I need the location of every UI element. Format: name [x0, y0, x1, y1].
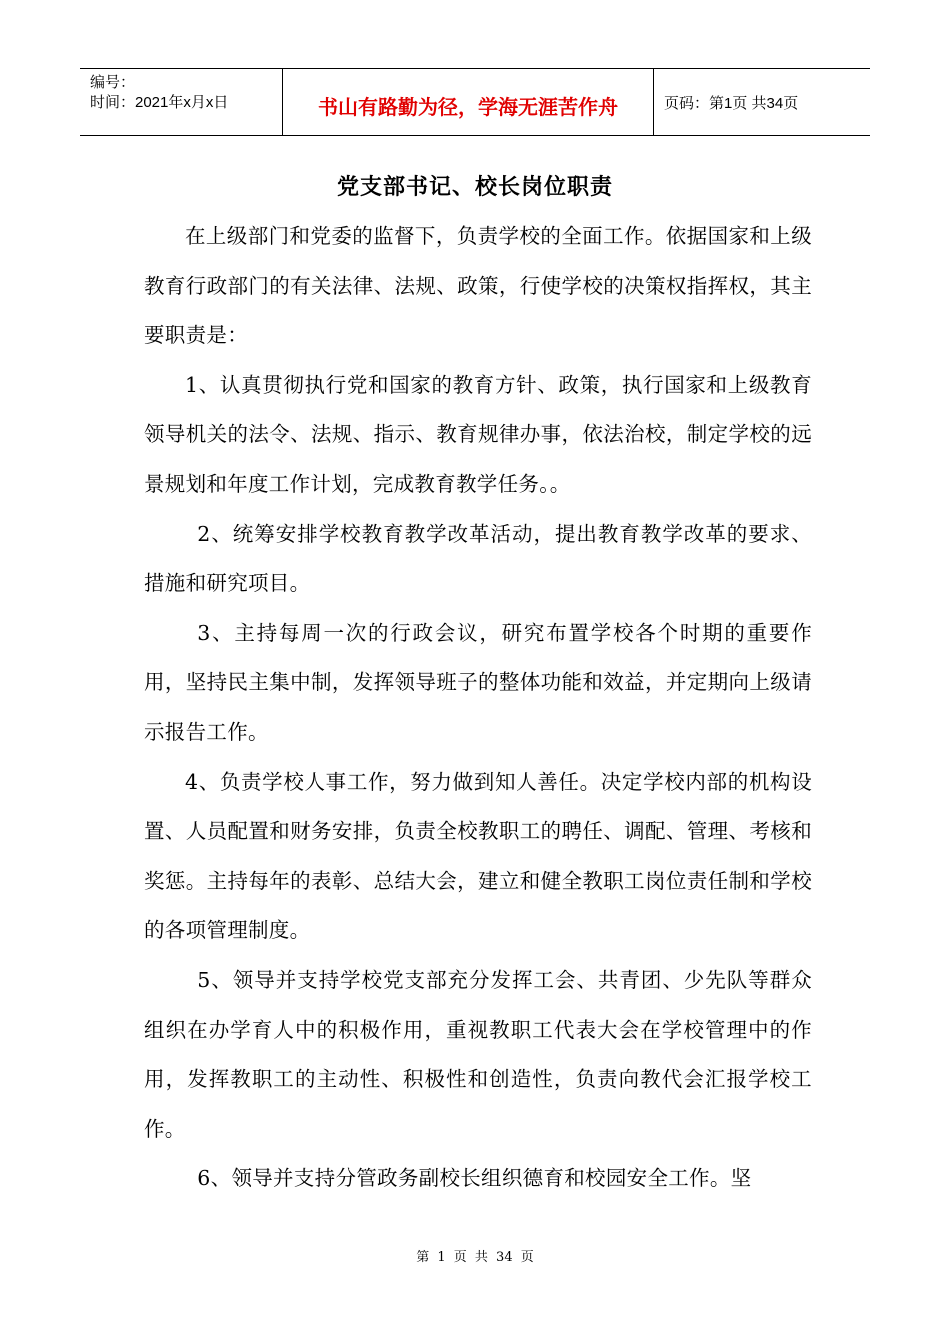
paragraph-item-6: 6、领导并支持分管政务副校长组织德育和校园安全工作。坚: [197, 1166, 752, 1191]
paragraph-item-4: 4、负责学校人事工作，努力做到知人善任。决定学校内部的机构设置、人员配置和财务安排，负责全校教职工的聘任、调配、管理、考核和奖惩。主持每年的表彰、总结大会，建立和健全教职工岗位责任制和学校的各项管理制度。: [144, 769, 812, 943]
document-body: [144, 212, 812, 1204]
time-label: 时间：2021年x月x日: [90, 94, 229, 111]
paragraph-intro: 在上级部门和党委的监督下，负责学校的全面工作。依据国家和上级教育行政部门的有关法律、法规、政策，行使学校的决策权指挥权，其主要职责是：: [144, 224, 812, 348]
paragraph-item-5: 5、领导并支持学校党支部充分发挥工会、共青团、少先队等群众组织在办学育人中的积极作用，重视教职工代表大会在学校管理中的作用，发挥教职工的主动性、积极性和创造性，负责向教代会汇报学校工作。: [144, 967, 812, 1141]
header-motto: 书山有路勤为径，学海无涯苦作舟: [282, 69, 654, 135]
document-header: [80, 68, 870, 136]
document-title: 党支部书记、校长岗位职责: [336, 175, 613, 200]
paragraph-item-1: 1、认真贯彻执行党和国家的教育方针、政策，执行国家和上级教育领导机关的法令、法规、指示、教育规律办事，依法治校，制定学校的远景规划和年度工作计划，完成教育教学任务。。: [144, 372, 812, 496]
paragraph-item-2: 2、统筹安排学校教育教学改革活动，提出教育教学改革的要求、措施和研究项目。: [144, 521, 812, 596]
header-meta: [80, 69, 282, 135]
paragraph-item-3: 3、主持每周一次的行政会议，研究布置学校各个时期的重要作用，坚持民主集中制，发挥领导班子的整体功能和效益，并定期向上级请示报告工作。: [144, 620, 812, 744]
header-page-info: 页码：第1页 共34页: [664, 94, 799, 112]
page-footer: 第 1 页 共 34 页: [416, 1250, 534, 1265]
number-label: 编号：: [90, 74, 136, 91]
